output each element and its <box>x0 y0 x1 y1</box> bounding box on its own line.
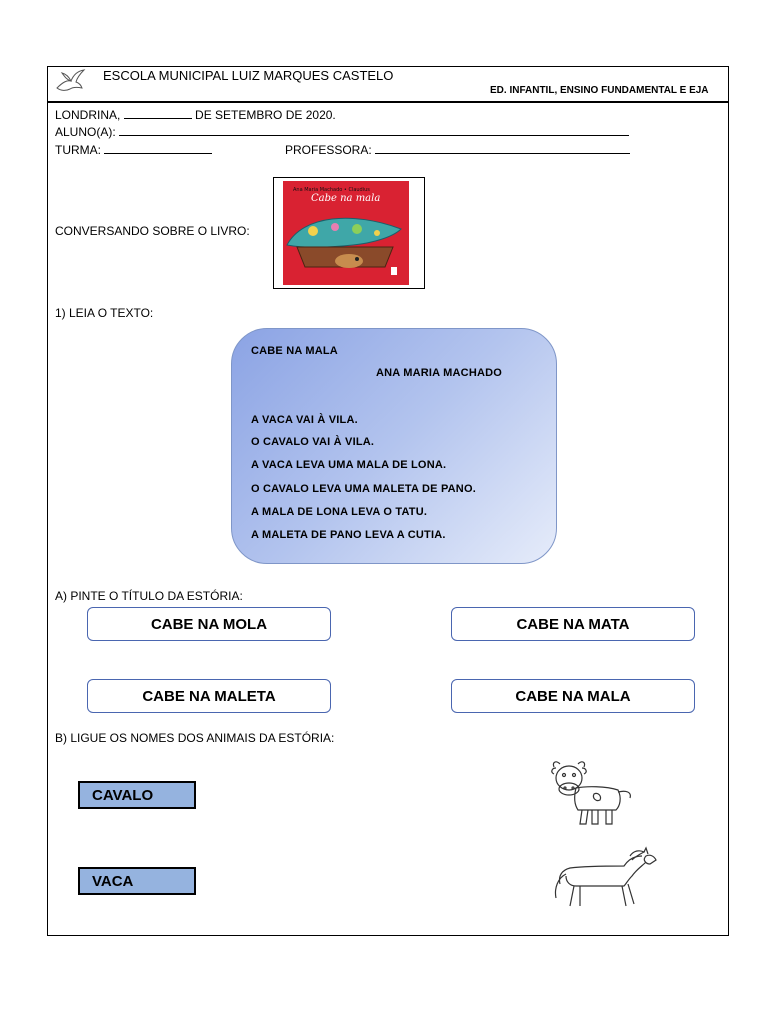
cow-drawing[interactable] <box>546 758 636 830</box>
section1-title: 1) LEIA O TEXTO: <box>55 306 154 320</box>
book-label: CONVERSANDO SOBRE O LIVRO: <box>55 224 250 238</box>
book-cover-title: Cabe na mala <box>311 193 381 204</box>
title-option-cabe-na-mala[interactable]: CABE NA MALA <box>451 679 695 713</box>
title-option-cabe-na-mola[interactable]: CABE NA MOLA <box>87 607 331 641</box>
animal-name-vaca[interactable]: VACA <box>78 867 196 895</box>
story-line: A MALETA DE PANO LEVA A CUTIA. <box>251 529 446 541</box>
sectionA-title: A) PINTE O TÍTULO DA ESTÓRIA: <box>55 589 243 603</box>
story-line: O CAVALO LEVA UMA MALETA DE PANO. <box>251 483 476 495</box>
story-author: ANA MARIA MACHADO <box>376 367 503 379</box>
school-name: ESCOLA MUNICIPAL LUIZ MARQUES CASTELO <box>103 68 394 83</box>
class-field[interactable] <box>104 142 212 154</box>
class-line <box>55 142 212 157</box>
header-divider <box>48 101 728 103</box>
student-name-field[interactable] <box>119 124 629 136</box>
suitcase-illustration <box>283 205 409 285</box>
book-cover-art <box>283 181 409 285</box>
student-label: ALUNO(A): <box>55 125 116 139</box>
story-line: A VACA VAI À VILA. <box>251 414 358 426</box>
day-field[interactable] <box>124 107 192 119</box>
book-cover-author: Ana Maria Machado • Claudius <box>293 187 370 193</box>
student-line <box>55 124 629 139</box>
school-subtitle: ED. INFANTIL, ENSINO FUNDAMENTAL E EJA <box>490 85 709 96</box>
date-suffix: DE SETEMBRO DE 2020. <box>195 108 336 122</box>
story-line: A VACA LEVA UMA MALA DE LONA. <box>251 459 447 471</box>
teacher-label: PROFESSORA: <box>285 143 372 157</box>
horse-drawing[interactable] <box>546 840 658 910</box>
book-cover-image <box>273 177 425 289</box>
teacher-line <box>285 142 630 157</box>
date-line <box>55 107 336 122</box>
animal-name-cavalo[interactable]: CAVALO <box>78 781 196 809</box>
title-option-cabe-na-maleta[interactable]: CABE NA MALETA <box>87 679 331 713</box>
title-option-cabe-na-mata[interactable]: CABE NA MATA <box>451 607 695 641</box>
sectionB-title: B) LIGUE OS NOMES DOS ANIMAIS DA ESTÓRIA: <box>55 731 335 745</box>
story-line: O CAVALO VAI À VILA. <box>251 436 375 448</box>
class-label: TURMA: <box>55 143 101 157</box>
story-title: CABE NA MALA <box>251 345 338 357</box>
story-line: A MALA DE LONA LEVA O TATU. <box>251 506 428 518</box>
dove-icon <box>55 68 87 94</box>
teacher-field[interactable] <box>375 142 630 154</box>
city-label: LONDRINA, <box>55 108 121 122</box>
